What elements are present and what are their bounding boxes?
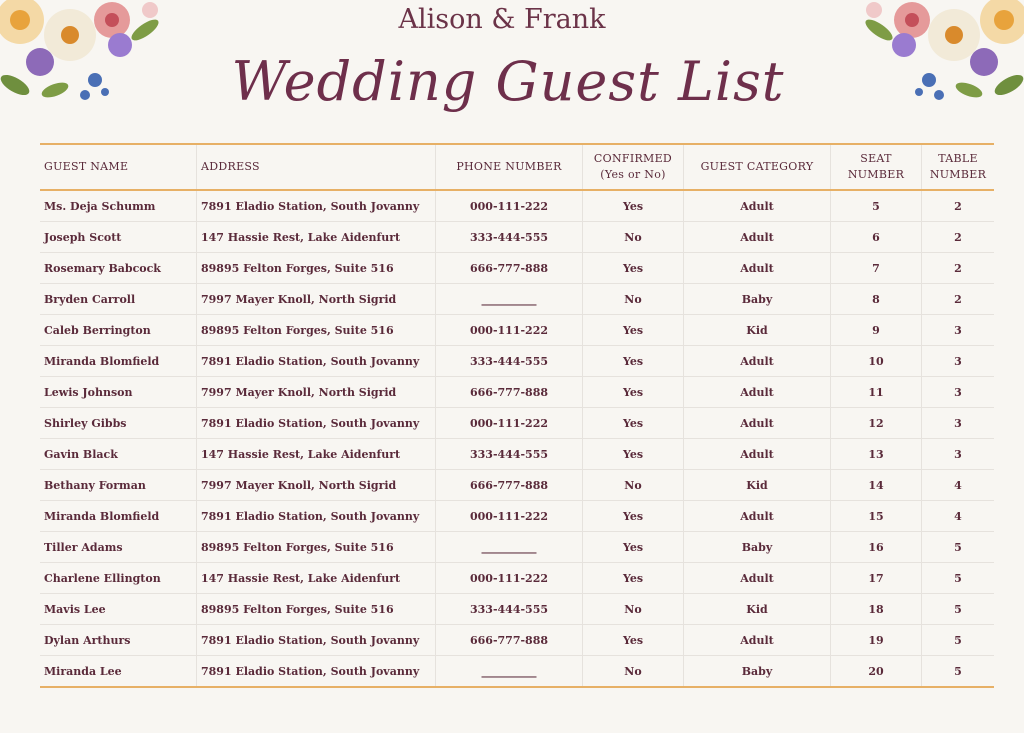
column-header-guest-category: GUEST CATEGORY <box>684 144 831 190</box>
cell-confirmed: Yes <box>583 439 684 470</box>
cell-table-number: 5 <box>922 594 995 625</box>
cell-guest-name: Joseph Scott <box>40 222 197 253</box>
cell-guest-category: Adult <box>684 501 831 532</box>
cell-phone-number: 000-111-222 <box>436 501 583 532</box>
cell-phone-number: 666-777-888 <box>436 470 583 501</box>
guest-table <box>40 143 994 688</box>
cell-confirmed: Yes <box>583 190 684 222</box>
cell-phone-number: 333-444-555 <box>436 222 583 253</box>
cell-address: 147 Hassie Rest, Lake Aidenfurt <box>197 439 436 470</box>
cell-seat-number: 16 <box>831 532 922 563</box>
cell-confirmed: No <box>583 656 684 688</box>
cell-confirmed: Yes <box>583 532 684 563</box>
cell-guest-name: Miranda Blomfield <box>40 501 197 532</box>
cell-table-number: 2 <box>922 284 995 315</box>
guest-rows <box>40 190 994 687</box>
cell-phone-number: 666-777-888 <box>436 377 583 408</box>
cell-guest-name: Miranda Lee <box>44 664 122 678</box>
table-row <box>40 408 994 439</box>
column-header-seat-number: SEAT NUMBER <box>831 144 922 190</box>
cell-guest-category: Adult <box>684 377 831 408</box>
table-row <box>40 253 994 284</box>
cell-guest-name: Caleb Berrington <box>40 315 197 346</box>
cell-guest-category: Baby <box>684 532 831 563</box>
cell-table-number: 2 <box>922 253 995 284</box>
cell-address: 147 Hassie Rest, Lake Aidenfurt <box>197 222 436 253</box>
cell-table-number: 2 <box>922 222 995 253</box>
cell-table-number: 2 <box>922 190 995 222</box>
column-header-confirmed <box>583 144 684 190</box>
table-row <box>40 190 994 222</box>
cell-guest-category: Adult <box>684 346 831 377</box>
cell-confirmed: Yes <box>583 346 684 377</box>
cell-seat-number: 11 <box>831 377 922 408</box>
cell-guest-category: Adult <box>684 253 831 284</box>
page-title: Wedding Guest List <box>231 50 785 113</box>
cell-address: 7891 Eladio Station, South Jovanny <box>197 346 436 377</box>
cell-guest-name: Charlene Ellington <box>40 563 197 594</box>
cell-address: 7997 Mayer Knoll, North Sigrid <box>197 470 436 501</box>
cell-phone-number: 000-111-222 <box>436 408 583 439</box>
cell-guest-name: Ms. Deja Schumm <box>40 190 197 222</box>
cell-seat-number: 12 <box>831 408 922 439</box>
cell-address: 89895 Felton Forges, Suite 516 <box>197 532 436 563</box>
table-row <box>40 346 994 377</box>
column-header-guest-name: GUEST NAME <box>40 144 197 190</box>
cell-guest-name: Shirley Gibbs <box>40 408 197 439</box>
table-row <box>40 625 994 656</box>
cell-guest-category: Kid <box>684 594 831 625</box>
table-row <box>40 594 994 625</box>
table-row <box>40 532 994 563</box>
cell-phone-number: 333-444-555 <box>436 594 583 625</box>
cell-confirmed: Yes <box>583 501 684 532</box>
cell-phone-number: 000-111-222 <box>436 315 583 346</box>
cell-confirmed: No <box>583 594 684 625</box>
cell-seat-number: 18 <box>831 594 922 625</box>
cell-seat-number: 15 <box>831 501 922 532</box>
couple-names: Alison & Frank <box>398 4 606 35</box>
cell-confirmed: Yes <box>583 408 684 439</box>
cell-phone-number: 000-111-222 <box>436 563 583 594</box>
table-row <box>40 470 994 501</box>
table-row <box>40 284 994 315</box>
cell-confirmed: Yes <box>583 625 684 656</box>
table-row <box>40 377 994 408</box>
table-row <box>40 222 994 253</box>
table-row <box>40 315 994 346</box>
column-header-table-number: TABLE NUMBER <box>922 144 995 190</box>
cell-guest-category: Adult <box>684 563 831 594</box>
cell-phone-number: __________ <box>436 532 583 563</box>
cell-phone-number: 000-111-222 <box>436 190 583 222</box>
cell-confirmed: No <box>583 470 684 501</box>
column-header-phone: PHONE NUMBER <box>436 144 583 190</box>
cell-guest-category: Baby <box>684 656 831 688</box>
cell-seat-number: 19 <box>831 625 922 656</box>
cell-confirmed: Yes <box>583 377 684 408</box>
cell-address: 147 Hassie Rest, Lake Aidenfurt <box>197 563 436 594</box>
cell-seat-number: 8 <box>831 284 922 315</box>
cell-guest-category: Adult <box>684 625 831 656</box>
cell-guest-category: Adult <box>684 408 831 439</box>
cell-address: 7997 Mayer Knoll, North Sigrid <box>197 377 436 408</box>
cell-table-number: 3 <box>922 408 995 439</box>
cell-seat-number: 6 <box>831 222 922 253</box>
cell-table-number: 3 <box>922 315 995 346</box>
cell-address: 7891 Eladio Station, South Jovanny <box>197 501 436 532</box>
cell-phone-number: __________ <box>436 284 583 315</box>
cell-address: 7891 Eladio Station, South Jovanny <box>197 656 436 688</box>
cell-confirmed: Yes <box>583 563 684 594</box>
table-header-row <box>40 144 994 190</box>
cell-guest-name: Rosemary Babcock <box>40 253 197 284</box>
cell-guest-category: Adult <box>684 439 831 470</box>
cell-table-number: 3 <box>922 377 995 408</box>
cell-guest-name: Dylan Arthurs <box>40 625 197 656</box>
cell-guest-name: Bryden Carroll <box>40 284 197 315</box>
cell-guest-name: Bethany Forman <box>40 470 197 501</box>
cell-address: 7891 Eladio Station, South Jovanny <box>197 190 436 222</box>
cell-address: 89895 Felton Forges, Suite 516 <box>197 594 436 625</box>
cell-table-number: 4 <box>922 470 995 501</box>
cell-table-number: 5 <box>922 656 995 688</box>
cell-table-number: 5 <box>922 563 995 594</box>
cell-guest-category: Adult <box>684 222 831 253</box>
cell-guest-name: Gavin Black <box>40 439 197 470</box>
cell-phone-number: 333-444-555 <box>436 439 583 470</box>
cell-address: 7891 Eladio Station, South Jovanny <box>197 625 436 656</box>
cell-seat-number: 9 <box>831 315 922 346</box>
cell-guest-name: Tiller Adams <box>40 532 197 563</box>
table-row <box>40 656 994 688</box>
cell-table-number: 4 <box>922 501 995 532</box>
cell-guest-category: Kid <box>684 470 831 501</box>
column-header-address: ADDRESS <box>197 144 436 190</box>
cell-table-number: 5 <box>922 532 995 563</box>
cell-address: 89895 Felton Forges, Suite 516 <box>197 253 436 284</box>
cell-table-number: 5 <box>922 625 995 656</box>
cell-seat-number: 17 <box>831 563 922 594</box>
cell-seat-number: 20 <box>831 656 922 688</box>
cell-guest-category: Baby <box>684 284 831 315</box>
cell-seat-number: 7 <box>831 253 922 284</box>
cell-guest-category: Kid <box>684 315 831 346</box>
cell-seat-number: 14 <box>831 470 922 501</box>
table-row <box>40 439 994 470</box>
table-row <box>40 563 994 594</box>
table-row <box>40 501 994 532</box>
cell-address: 7997 Mayer Knoll, North Sigrid <box>197 284 436 315</box>
column-header-confirmed-hint: (Yes or No) <box>600 168 666 181</box>
cell-table-number: 3 <box>922 439 995 470</box>
cell-address: 7891 Eladio Station, South Jovanny <box>197 408 436 439</box>
cell-table-number: 3 <box>922 346 995 377</box>
cell-phone-number: __________ <box>436 656 583 688</box>
cell-guest-name: Miranda Blomfield <box>40 346 197 377</box>
cell-confirmed: No <box>583 284 684 315</box>
column-header-confirmed-label: CONFIRMED <box>593 152 673 165</box>
cell-guest-name: Lewis Johnson <box>40 377 197 408</box>
cell-phone-number: 666-777-888 <box>436 253 583 284</box>
cell-address: 89895 Felton Forges, Suite 516 <box>197 315 436 346</box>
cell-phone-number: 333-444-555 <box>436 346 583 377</box>
cell-guest-name: Mavis Lee <box>40 594 197 625</box>
cell-confirmed: No <box>583 222 684 253</box>
cell-confirmed: Yes <box>583 253 684 284</box>
cell-seat-number: 5 <box>831 190 922 222</box>
cell-seat-number: 10 <box>831 346 922 377</box>
cell-phone-number: 666-777-888 <box>436 625 583 656</box>
cell-seat-number: 13 <box>831 439 922 470</box>
cell-guest-category: Adult <box>684 190 831 222</box>
cell-confirmed: Yes <box>583 315 684 346</box>
